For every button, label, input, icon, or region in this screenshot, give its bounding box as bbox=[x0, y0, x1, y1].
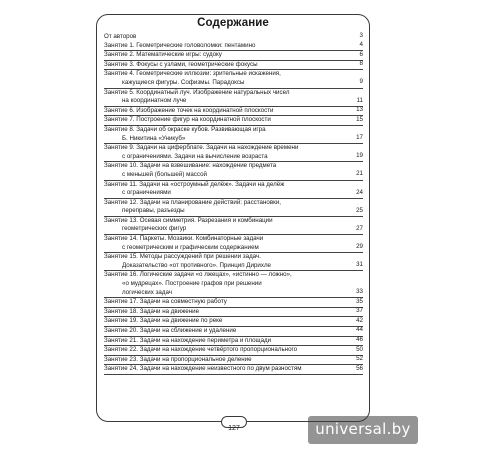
toc-entry-page: 35 bbox=[356, 297, 363, 305]
toc-entry-title-line: Занятие 16. Логические задачи «о лжецах», «истинно — ложно», bbox=[104, 271, 292, 279]
toc-entry-title-line: на координатном луче bbox=[122, 97, 187, 105]
toc-entry-title-line: Занятие 24. Задачи на нахождение неизвестного по двум разностям bbox=[104, 365, 302, 373]
toc-entry-title-line: Занятие 11. Задачи на «остроумный делёж». Задачи на делёж bbox=[104, 180, 285, 188]
toc-entry-title-line: Занятие 9. Задачи на циферблате. Задачи на нахождение времени bbox=[104, 144, 299, 152]
toc-entry-title-line: с геометрическим и графическим содержанием bbox=[122, 243, 259, 251]
toc-entry-page: 6 bbox=[359, 50, 363, 58]
toc-entry-title-line: Занятие 5. Координатный луч. Изображение натуральных чисел bbox=[104, 88, 290, 96]
toc-entry bbox=[104, 89, 363, 107]
toc-entry-page: 17 bbox=[356, 133, 363, 141]
toc-entry bbox=[104, 162, 363, 180]
toc-entry-title-line: От авторов bbox=[104, 33, 137, 40]
toc-entry-page: 21 bbox=[356, 170, 363, 178]
toc-entry-title-line: с ограничениями bbox=[122, 189, 171, 197]
toc-entry-page: 56 bbox=[356, 364, 363, 372]
toc-entry-page: 29 bbox=[356, 243, 363, 251]
toc-entry bbox=[104, 317, 363, 327]
toc-entry-title-line: Занятие 21. Задачи на нахождение периметра и площади bbox=[104, 336, 272, 344]
toc-entry-title-line: Занятие 13. Осевая симметрия. Разрезания и комбинации bbox=[104, 216, 273, 224]
toc-entry-page: 33 bbox=[356, 288, 363, 296]
toc-entry bbox=[104, 235, 363, 253]
toc-entry-page: 27 bbox=[356, 224, 363, 232]
toc-entry bbox=[104, 337, 363, 347]
toc-entry-title-line: Занятие 2. Математические игры: судоку bbox=[104, 51, 222, 59]
table-of-contents bbox=[104, 33, 363, 375]
toc-entry-title-line: Занятие 8. Задачи об окраске кубов. Развивающая игра bbox=[104, 125, 266, 133]
watermark: universal.by bbox=[315, 420, 411, 438]
toc-entry bbox=[104, 70, 363, 88]
toc-entry bbox=[104, 253, 363, 271]
toc-entry-title-line: Занятие 20. Задачи на сближение и удаление bbox=[104, 327, 237, 334]
toc-entry-page: 19 bbox=[356, 152, 363, 160]
toc-entry bbox=[104, 181, 363, 199]
toc-entry-title-line: Занятие 1. Геометрические головоломки: пентамино bbox=[104, 41, 256, 49]
toc-entry-title-line: Занятие 10. Задачи на взвешивание: нахождение предмета bbox=[104, 162, 277, 170]
toc-entry-page: 25 bbox=[356, 206, 363, 214]
toc-entry bbox=[104, 61, 363, 71]
toc-entry bbox=[104, 33, 363, 42]
toc-entry bbox=[104, 217, 363, 235]
toc-entry-page: 4 bbox=[359, 41, 363, 48]
toc-entry-page: 24 bbox=[356, 188, 363, 196]
toc-entry bbox=[104, 271, 363, 298]
toc-entry-title-line: Занятие 19. Задачи на движение по реке bbox=[104, 317, 223, 325]
toc-entry-title-line: Б. Никитина «Уникуб» bbox=[122, 134, 186, 142]
toc-entry-title-line: Доказательство «от противного». Принцип Дирихле bbox=[122, 261, 271, 269]
toc-entry-title-line: Занятие 6. Изображение точек на координатной плоскости bbox=[104, 106, 274, 114]
toc-entry bbox=[104, 298, 363, 308]
toc-entry-title-line: Занятие 15. Методы рассуждений при решении задач. bbox=[104, 253, 261, 261]
toc-entry-title-line: переправы, разъезды bbox=[122, 207, 185, 215]
toc-entry bbox=[104, 346, 363, 356]
toc-entry bbox=[104, 365, 363, 375]
toc-entry bbox=[104, 107, 363, 117]
toc-entry-page: 44 bbox=[356, 326, 363, 334]
toc-entry-title-line: Занятие 14. Паркеты. Мозаики. Комбинаторные задачи bbox=[104, 235, 264, 243]
toc-entry bbox=[104, 308, 363, 318]
toc-entry bbox=[104, 126, 363, 144]
toc-entry-title-line: с меньшей (большей) массой bbox=[122, 170, 207, 178]
toc-entry-title-line: Занятие 7. Построение фигур на координатной плоскости bbox=[104, 116, 271, 124]
toc-entry-title-line: «о мудрецах». Построение графов при решении bbox=[122, 280, 262, 288]
toc-entry-page: 15 bbox=[356, 115, 363, 123]
toc-entry-page: 11 bbox=[356, 96, 363, 104]
toc-entry bbox=[104, 116, 363, 126]
page-number-badge bbox=[221, 416, 247, 432]
toc-entry bbox=[104, 51, 363, 61]
page-number: 127 bbox=[228, 425, 240, 432]
toc-entry-page: 37 bbox=[356, 307, 363, 315]
toc-entry-page: 42 bbox=[356, 316, 363, 324]
toc-entry-title-line: Занятие 18. Задачи на движение bbox=[104, 307, 200, 315]
toc-entry-page: 8 bbox=[359, 60, 363, 68]
toc-entry bbox=[104, 42, 363, 52]
toc-entry-title-line: геометрических фигур bbox=[122, 225, 187, 233]
toc-entry-page: 3 bbox=[359, 32, 363, 40]
toc-entry-page: 52 bbox=[356, 355, 363, 363]
toc-entry bbox=[104, 356, 363, 366]
toc-entry-title-line: Занятие 17. Задачи на совместную работу bbox=[104, 298, 227, 306]
toc-entry-title-line: логических задач bbox=[122, 288, 172, 296]
toc-entry-title-line: кажущиеся фигуры. Софизмы. Парадоксы bbox=[122, 78, 245, 86]
toc-entry-page: 13 bbox=[356, 106, 363, 114]
toc-entry-page: 46 bbox=[356, 336, 363, 343]
toc-entry-title-line: с ограничениями. Задачи на вычисление возраста bbox=[122, 152, 268, 160]
toc-entry-page: 9 bbox=[359, 78, 363, 86]
toc-entry-title-line: Занятие 12. Задачи на планирование действий: расстановки, bbox=[104, 198, 282, 206]
toc-entry-title-line: Занятие 4. Геометрические иллюзии: зрительные искажения, bbox=[104, 70, 281, 78]
toc-entry-title-line: Занятие 23. Задачи на пропорциональное деление bbox=[104, 355, 252, 363]
toc-entry-title-line: Занятие 3. Фокусы с узлами, геометрические фокусы bbox=[104, 60, 258, 68]
toc-entry bbox=[104, 199, 363, 217]
toc-entry-page: 50 bbox=[356, 345, 363, 353]
toc-entry-page: 31 bbox=[356, 261, 363, 269]
toc-entry-title-line: Занятие 22. Задачи на нахождение четвёртого пропорционального bbox=[104, 346, 298, 354]
page-title: Содержание bbox=[197, 17, 269, 29]
toc-entry bbox=[104, 327, 363, 337]
toc-entry bbox=[104, 144, 363, 162]
